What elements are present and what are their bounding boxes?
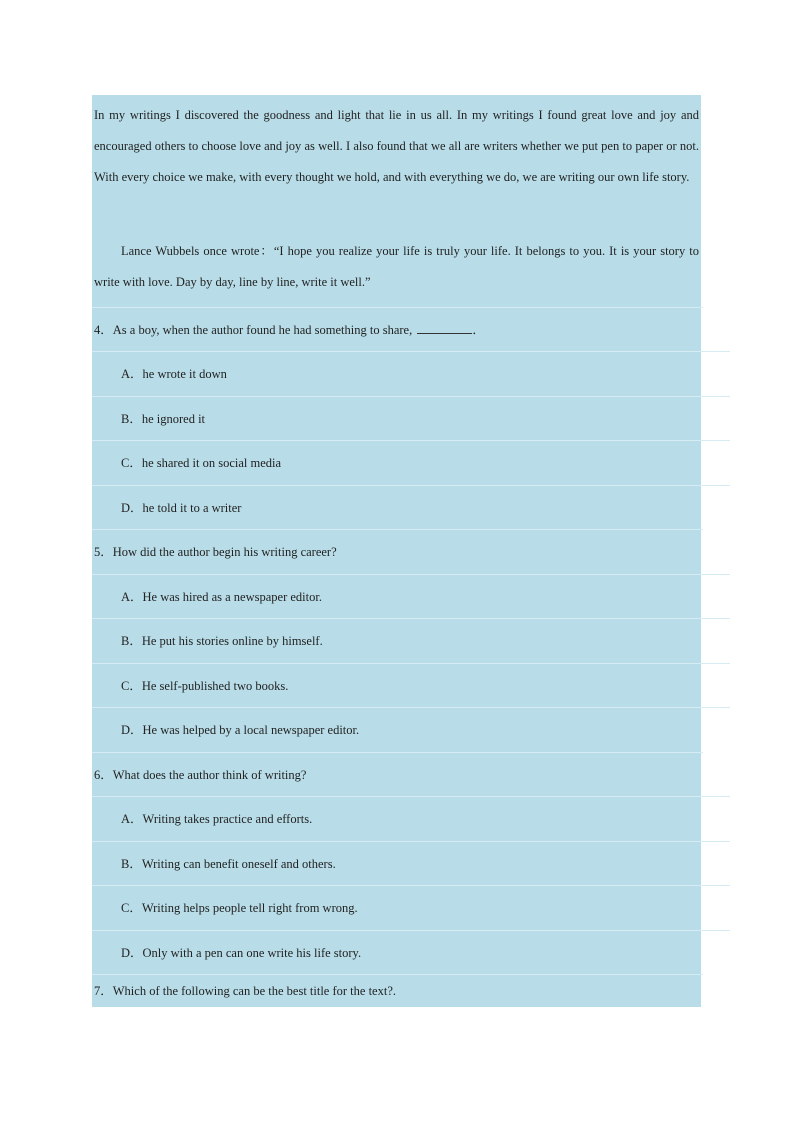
worksheet-panel: [92, 95, 701, 1007]
question-4-option-d: D．he told it to a writer: [92, 485, 730, 530]
question-5-option-c: C．He self-published two books.: [92, 663, 730, 708]
question-7-stem: 7．Which of the following can be the best title for the text?.: [92, 974, 703, 1008]
question-4-option-b: B．he ignored it: [92, 396, 730, 441]
question-4-option-c: C．he shared it on social media: [92, 440, 730, 485]
question-5-option-d: D．He was helped by a local newspaper editor.: [92, 707, 730, 752]
question-6-stem: 6．What does the author think of writing?: [92, 752, 703, 797]
answer-blank: [417, 322, 472, 334]
question-4-option-a: A．he wrote it down: [92, 351, 730, 396]
question-4-stem: 4．As a boy, when the author found he had something to share, ．: [92, 307, 703, 352]
passage-paragraph-2: Lance Wubbels once wrote：“I hope you realize your life is truly your life. It belongs to you. It is your story to write with love. Day by day, line by line, write it well.”: [94, 244, 699, 289]
question-5-stem: 5．How did the author begin his writing career?: [92, 529, 703, 574]
question-5-option-a: A．He was hired as a newspaper editor.: [92, 574, 730, 619]
passage-paragraph-1: In my writings I discovered the goodness and light that lie in us all. In my writings I found great love and joy and encouraged others to choose love and joy as well. I also found that we all are writers whether we put pen to paper or not. With every choice we make, with every thought we hold, and with everything we do, we are writing our own life story.: [94, 108, 699, 184]
question-6-option-a: A．Writing takes practice and efforts.: [92, 796, 730, 841]
question-5-option-b: B．He put his stories online by himself.: [92, 618, 730, 663]
question-6-option-d: D．Only with a pen can one write his life story.: [92, 930, 730, 975]
question-6-option-b: B．Writing can benefit oneself and others.: [92, 841, 730, 886]
question-6-option-c: C．Writing helps people tell right from wrong.: [92, 885, 730, 930]
